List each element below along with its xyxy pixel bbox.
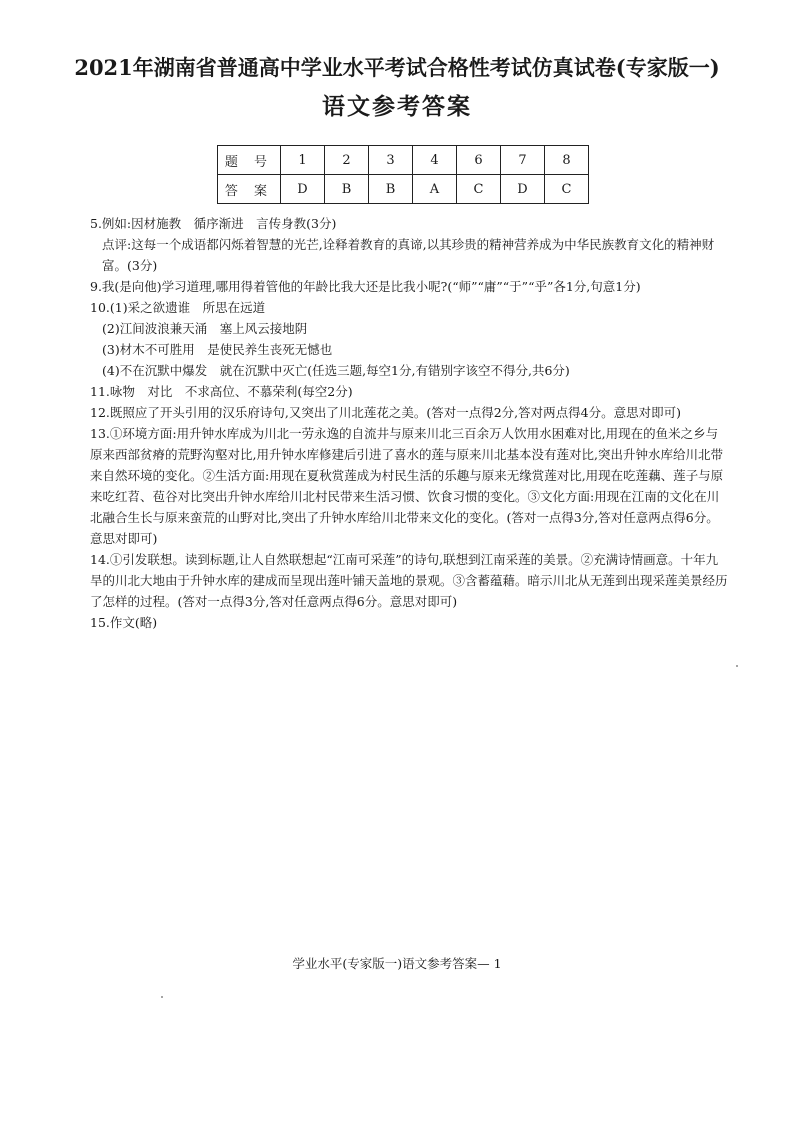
- question-number: 6: [457, 146, 501, 175]
- answer-q5: 5.例如:因材施教 循序渐进 言传身教(3分): [90, 216, 337, 231]
- question-number: 7: [501, 146, 545, 175]
- answer-body: [90, 213, 730, 633]
- answer-q14: 14.①引发联想。读到标题,让人自然联想起“江南可采莲”的诗句,联想到江南采莲的美景。②充满诗情画意。十年九旱的川北大地由于升钟水库的建成而呈现出莲叶铺天盖地的景观。③含蓄蕴藉。暗示川北从无莲到出现采莲美景经历了怎样的过程。(答对一点得3分,答对任意两点得6分。意思对即可): [90, 552, 728, 609]
- question-number: 2: [325, 146, 369, 175]
- answer-cell: A: [413, 175, 457, 204]
- row-label-number: 题 号: [218, 146, 281, 175]
- answer-q13: 13.①环境方面:用升钟水库成为川北一劳永逸的自流井与原来川北三百余万人饮用水困难对比,用现在的鱼米之乡与原来西部贫瘠的荒野沟壑对比,用升钟水库修建后引进了喜水的莲与原来川北基本没有莲对比,突出升钟水库给川北带来自然环境的变化。②生活方面:用现在夏秋赏莲成为村民生活的乐趣与原来无缘赏莲对比,用现在吃莲藕、莲子与原来吃红苕、苞谷对比突出升钟水库给川北村民带来生活习惯、饮食习惯的变化。③文化方面:用现在江南的文化在川北融合生长与原来蛮荒的山野对比,突出了升钟水库给川北带来文化的变化。(答对一点得3分,答对任意两点得6分。意思对即可): [90, 426, 724, 546]
- answer-cell: D: [281, 175, 325, 204]
- question-number: 3: [369, 146, 413, 175]
- row-label-answer: 答 案: [218, 175, 281, 204]
- answer-q10-4: (4)不在沉默中爆发 就在沉默中灭亡(任选三题,每空1分,有错别字该空不得分,共6分): [102, 363, 570, 378]
- answer-q15: 15.作文(略): [90, 615, 158, 630]
- answer-q11: 11.咏物 对比 不求高位、不慕荣利(每空2分): [90, 384, 353, 399]
- answer-table-answer-row: [218, 175, 589, 204]
- page-footer: 学业水平(专家版一)语文参考答案— 1: [292, 956, 502, 971]
- answer-q10-2: (2)江间波浪兼天涌 塞上风云接地阴: [102, 321, 308, 336]
- answer-q12: 12.既照应了开头引用的汉乐府诗句,又突出了川北莲花之美。(答对一点得2分,答对两点得4分。意思对即可): [90, 405, 681, 420]
- question-number: 1: [281, 146, 325, 175]
- scan-speck: [736, 665, 738, 667]
- question-number: 8: [545, 146, 589, 175]
- answer-table: [217, 145, 589, 204]
- answer-cell: D: [501, 175, 545, 204]
- answer-cell: C: [457, 175, 501, 204]
- question-number: 4: [413, 146, 457, 175]
- answer-q10-3: (3)材木不可胜用 是使民养生丧死无憾也: [102, 342, 333, 357]
- answer-cell: B: [325, 175, 369, 204]
- answer-q10-1: 10.(1)采之欲遗谁 所思在远道: [90, 300, 266, 315]
- answer-table-number-row: [218, 146, 589, 175]
- page-subtitle: 语文参考答案: [322, 93, 472, 120]
- answer-cell: B: [369, 175, 413, 204]
- answer-q9: 9.我(是向他)学习道理,哪用得着管他的年龄比我大还是比我小呢?(“师”“庸”“于”“乎”各1分,句意1分): [90, 279, 641, 294]
- scan-speck: [161, 996, 163, 998]
- answer-cell: C: [545, 175, 589, 204]
- answer-q5-comment: 点评:这每一个成语都闪烁着智慧的光芒,诠释着教育的真谛,以其珍贵的精神营养成为中华民族教育文化的精神财富。(3分): [102, 237, 715, 273]
- page-title: 2021年湖南省普通高中学业水平考试合格性考试仿真试卷(专家版一): [74, 55, 720, 80]
